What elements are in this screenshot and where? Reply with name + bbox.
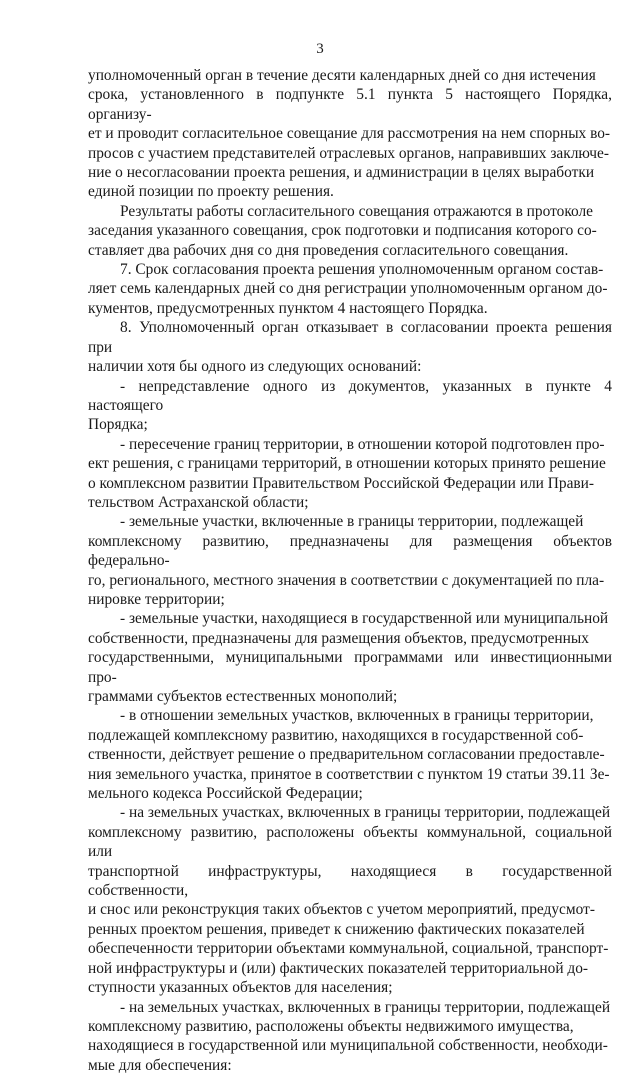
paragraph-continuation: уполномоченный орган в течение десяти календарных дней со дня истечения срока, установленного в подпункте 5.1 пункта 5 настоящего Порядка, организу- ет и проводит согласительное совещание для рассмотрения на нем спорных во- просов с участием представителей отраслевых органов, направивших заключе- ние о несогласовании проекта решения, и администрации в целях выработки единой позиции по проекту решения. bbox=[88, 66, 612, 202]
list-item-missing-documents: - непредставление одного из документов, указанных в пункте 4 настоящего Порядка; bbox=[88, 377, 612, 435]
list-item-boundary-intersection: - пересечение границ территории, в отношении которой подготовлен про- ект решения, с границами территорий, в отношении которых принято решение о комплексном развитии Правительством Российской Федерации или Прави- тельством Астраханской области; bbox=[88, 435, 612, 513]
paragraph-item-7: 7. Срок согласования проекта решения уполномоченным органом состав- ляет семь календарных дней со дня регистрации уполномоченным органом до- кументов, предусмотренных пунктом 4 настоящего Порядка. bbox=[88, 260, 612, 318]
page-number: 3 bbox=[0, 40, 640, 58]
document-body bbox=[88, 66, 612, 1075]
paragraph-protocol-results: Результаты работы согласительного совещания отражаются в протоколе заседания указанного совещания, срок подготовки и подписания которого со- ставляет два рабочих дня со дня проведения согласительного совещания. bbox=[88, 202, 612, 260]
paragraph-item-8: 8. Уполномоченный орган отказывает в согласовании проекта решения при наличии хотя бы одного из следующих оснований: bbox=[88, 318, 612, 376]
list-item-infrastructure: - на земельных участках, включенных в границы территории, подлежащей комплексному развитию, расположены объекты коммунальной, социальной или транспортной инфраструктуры, находящиеся в государственной собственности, и снос или реконструкция таких объектов с учетом мероприятий, предусмот- ренных проектом решения, приведет к снижению фактических показателей обеспеченности территории объектами коммунальной, социальной, транспорт- ной инфраструктуры и (или) фактических показателей территориальной до- ступности указанных объектов для населения; bbox=[88, 803, 612, 997]
list-item-planned-objects: - земельные участки, включенные в границы территории, подлежащей комплексному развитию, предназначены для размещения объектов федерально- го, регионального, местного значения в соответствии с документацией по пла- нировке территории; bbox=[88, 512, 612, 609]
list-item-real-estate: - на земельных участках, включенных в границы территории, подлежащей комплексному развитию, расположены объекты недвижимого имущества, находящиеся в государственной или муниципальной собственности, необходи- мые для обеспечения: bbox=[88, 998, 612, 1075]
list-item-preliminary-approval: - в отношении земельных участков, включенных в границы территории, подлежащей комплексному развитию, находящихся в государственной соб- ственности, действует решение о предварительном согласовании предоставле- ния земельного участка, принятое в соответствии с пунктом 19 статьи 39.11 Зе- мельного кодекса Российской Федерации; bbox=[88, 706, 612, 803]
list-item-state-programs: - земельные участки, находящиеся в государственной или муниципальной собственности, предназначены для размещения объектов, предусмотренных государственными, муниципальными программами или инвестиционными про- граммами субъектов естественных монополий; bbox=[88, 609, 612, 706]
